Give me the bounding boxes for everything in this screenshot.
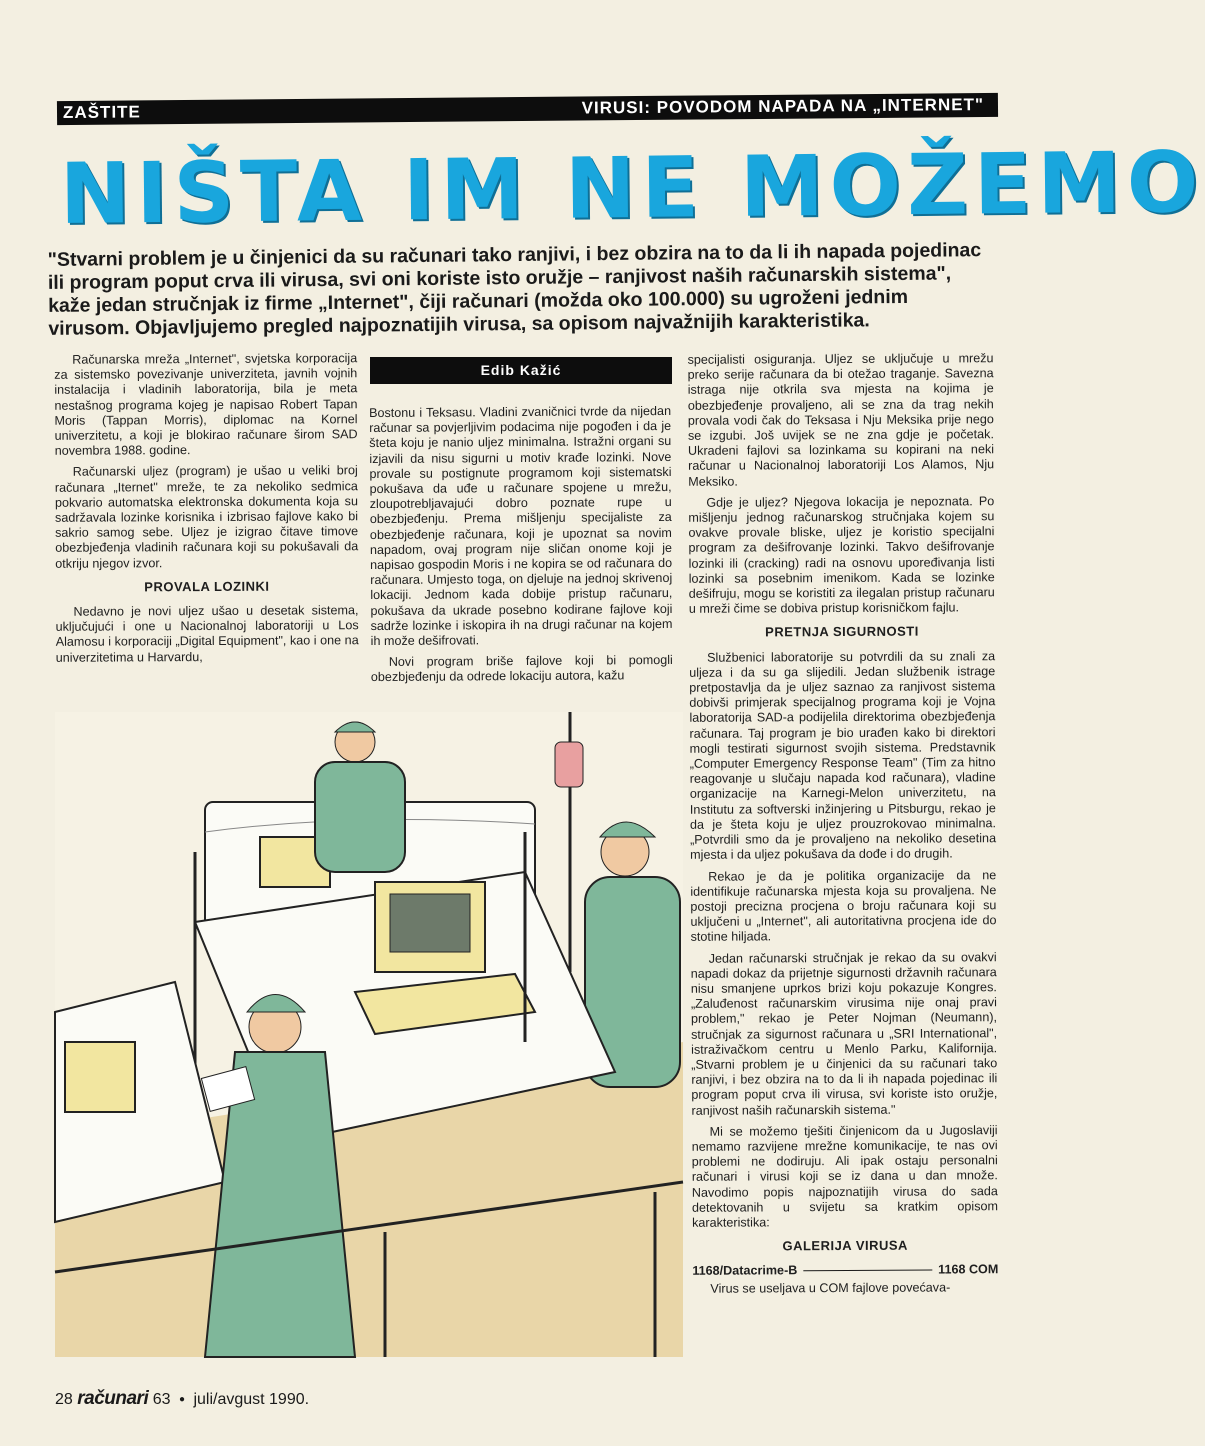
lead-paragraph: "Stvarni problem je u činjenici da su računari tako ranjivi, i bez obzira na to da li ih napada pojedinac ili program poput crva ili virusa, svi oni koriste isto oružje – ranjivost naših računarskih sistema", kaže jedan stručnjak iz firme „Internet", čiji računari (možda oko 100.000) su ugroženi jednim virusom. Objavljujemo pregled najpoznatijih virusa, sa opisom najvažnijih karakteristika. <box>47 239 982 340</box>
col2-paragraph-1: Bostonu i Teksasu. Vladini zvaničnici tvrde da nijedan računar sa povjerljivim podacima nije pogođen i da je šteta koju je nanio uljez minimalna. Istražni organi su izjavili da nisu sigurni u motiv krađe lozinki. Nove provale su postignute programom koji sistematski pokušava da uđe u računare spojene u mrežu, zloupotrebljavajući dobro poznate rupe u obezbjeđenju. Prema mišljenju specijaliste za obezbjeđenje računara, koji je upoznat sa novim napadom, ovaj program nije sličan onome koji je napisao gospodin Moris i ne kopira se od računara do računara. Umjesto toga, on djeluje na jednoj skrivenoj lokaciji. Jednom kada dobije pristup računaru, pokušava da ukrade posebno kodirane fajlove koji sadrže lozinke i iskopira ih na drugi računar na kojem ih može dešifrovati. <box>369 403 673 649</box>
col3-paragraph-5: Jedan računarski stručnjak je rekao da su ovakvi napadi dokaz da prijetnje sigurnosti državnih računara nisu smanjene uprkos brizi koju pokazuje Kongres. „Zaluđenost računarskim virusima nije onaj pravi problem," rekao je Peter Nojman (Neumann), stručnjak za sigurnost računara u „SRI International", istraživačkom centru u Menlo Parku, Kalifornija. „Stvarni problem je u činjenici da su računari tako ranjivi, i bez obzira na to da li ih napada pojedinac ili program poput crva ili virusa, svi koriste isto oružje, ranjivost naših računarskih sistema." <box>690 949 998 1118</box>
col3-paragraph-2: Gdje je uljez? Njegova lokacija je nepoznata. Po mišljenju jednog računarskog stručnjaka kojem su ovakve provale bliske, uljez je koristio specijalni program za dešifrovanje lozinki. Takvo dešifrovanje lozinki ili (cracking) radi na osnovu upoređivanja listi lozinki sa posebnim imenikom. Kada se lozinke dešifruju, mogu se koristiti za ilegalan pristup računaru u mreži čime se dobiva pristup korisničkom fajlu. <box>688 494 995 617</box>
issue-number: 63 <box>152 1391 171 1408</box>
col2-paragraph-2: Novi program briše fajlove koji bi pomogli obezbjeđenju da odrede lokaciju autora, kažu <box>370 653 673 685</box>
col1-paragraph-2: Računarski uljez (program) je ušao u veliki broj računara „Iternet" mreže, te za nekoliko sedmica pokvario automatska elektronska dokumenta koja su sadržavala lozinke korisnika i izbrisao fajlove kako bi sakrio samog sebe. Uljez je izigrao čitave timove obezbjeđenja vladinih računara koji su pokušavali da otkriju njegov izvor. <box>54 463 359 571</box>
virus-entry-rule <box>803 1270 932 1272</box>
page-number: 28 <box>55 1391 73 1408</box>
col3-paragraph-3: Službenici laboratorije su potvrdili da su znali za uljeza i da su ga slijedili. Jedan službenik istrage pretpostavlja da je uljez saznao za ranjivost sistema dobivši primjerak specijalnog programa koji je Vojna laboratorija SAD-a podijelila direktorima obezbjeđenja računara. Taj program je bio urađen kako bi direktori mogli testirati sigurnost svojih sistema. Predstavnik „Computer Emergency Response Team" (Tim za hitno reagovanje u slučaju napada kod računara), vladine organizacije na Karnegi-Melon univerzitetu, na Institutu za softverski inžinjering u Pitsburgu, rekao je da je šteta koju je uljez prouzrokovao minimalna. „Potvrdili smo da je provaljeno na nekoliko desetina mjesta i da uljez pokušava da dođe i do drugih. <box>689 648 997 863</box>
virus-name: 1168/Datacrime-B <box>692 1263 798 1279</box>
col1-paragraph-1: Računarska mreža „Internet", svjetska korporacija za sistemsko povezivanje univerziteta, javnih vojnih instalacija i vladinih laboratorija, bila je meta nestašnog programa kojeg je napisao Robert Tapan Moris (Tappan Morris), diplomac na Kornel univerzitetu, a koji je blokirao računare širom SAD novembra 1988. godine. <box>54 351 358 459</box>
bullet-icon: ● <box>178 1394 185 1406</box>
virus-entry-header <box>692 1263 998 1280</box>
page-footer <box>55 1388 455 1410</box>
col1-paragraph-3: Nedavno je novi uljez ušao u desetak sistema, uključujući i one u Nacionalnoj laboratoriji u Los Alamosu i korporaciji „Digital Equipment", kao i one na univerzitetima u Harvardu, <box>55 603 359 665</box>
topic-label: VIRUSI: POVODOM NAPADA NA „INTERNET" <box>581 95 985 118</box>
subhead-provala-lozinki: PROVALA LOZINKI <box>144 578 270 595</box>
section-label: ZAŠTITE <box>62 102 141 123</box>
subhead-galerija-virusa: GALERIJA VIRUSA <box>782 1237 908 1254</box>
col3-paragraph-7: Virus se useljava u COM fajlove povećava- <box>710 1280 951 1296</box>
column-1 <box>54 351 359 671</box>
col3-paragraph-4: Rekao je da je politika organizacije da ne identifikuje računarska mjesta koja su provaljena. Ne postoji precizna procjena o broju računara koji su uključeni u „Internet", ali autoritativna procjena ide do stotine hiljada. <box>690 867 997 945</box>
virus-type: 1168 COM <box>938 1262 999 1277</box>
left-computer <box>65 1042 135 1112</box>
subhead-pretnja-sigurnosti: PRETNJA SIGURNOSTI <box>765 624 919 640</box>
magazine-name: računari <box>77 1388 149 1409</box>
author-byline: Edib Kažić <box>370 357 672 384</box>
hospital-computers-illustration <box>55 712 683 1357</box>
issue-date: juli/avgust 1990. <box>193 1391 310 1408</box>
headline: NIŠTA IM NE MOŽEMO <box>59 133 1205 244</box>
section-header-bar <box>57 93 998 125</box>
col3-paragraph-6: Mi se možemo tješiti činjenicom da u Jugoslaviji nemamo razvijene mrežne komunikacije, te nas ovi problemi ne dodiruju. Ali ipak ostaju personalni računari i virusi koji se iz dana u dan množe. Navodimo popis najpoznatijih virusa do sada detektovanih u svijetu sa kratkim opisom karakteristika: <box>691 1122 999 1230</box>
column-3 <box>688 351 999 1302</box>
column-2 <box>369 404 673 692</box>
col3-paragraph-1: specijalisti osiguranja. Uljez se uključuje u mrežu preko serije računara da bi otežao traganje. Savezna istraga nije otkrila sva mjesta na kojima je obezbjeđenje provaljeno, ali se zna da trag nekih provala vodi čak do Teksasa i Nju Meksika prije nego se izgubi. Još uvijek se ne zna gdje je početak. Ukradeni fajlovi sa lozinkama su kopirani na neki računar u Nacionalnoj laboratoriji Los Alamos, Nju Meksiko. <box>687 351 995 489</box>
